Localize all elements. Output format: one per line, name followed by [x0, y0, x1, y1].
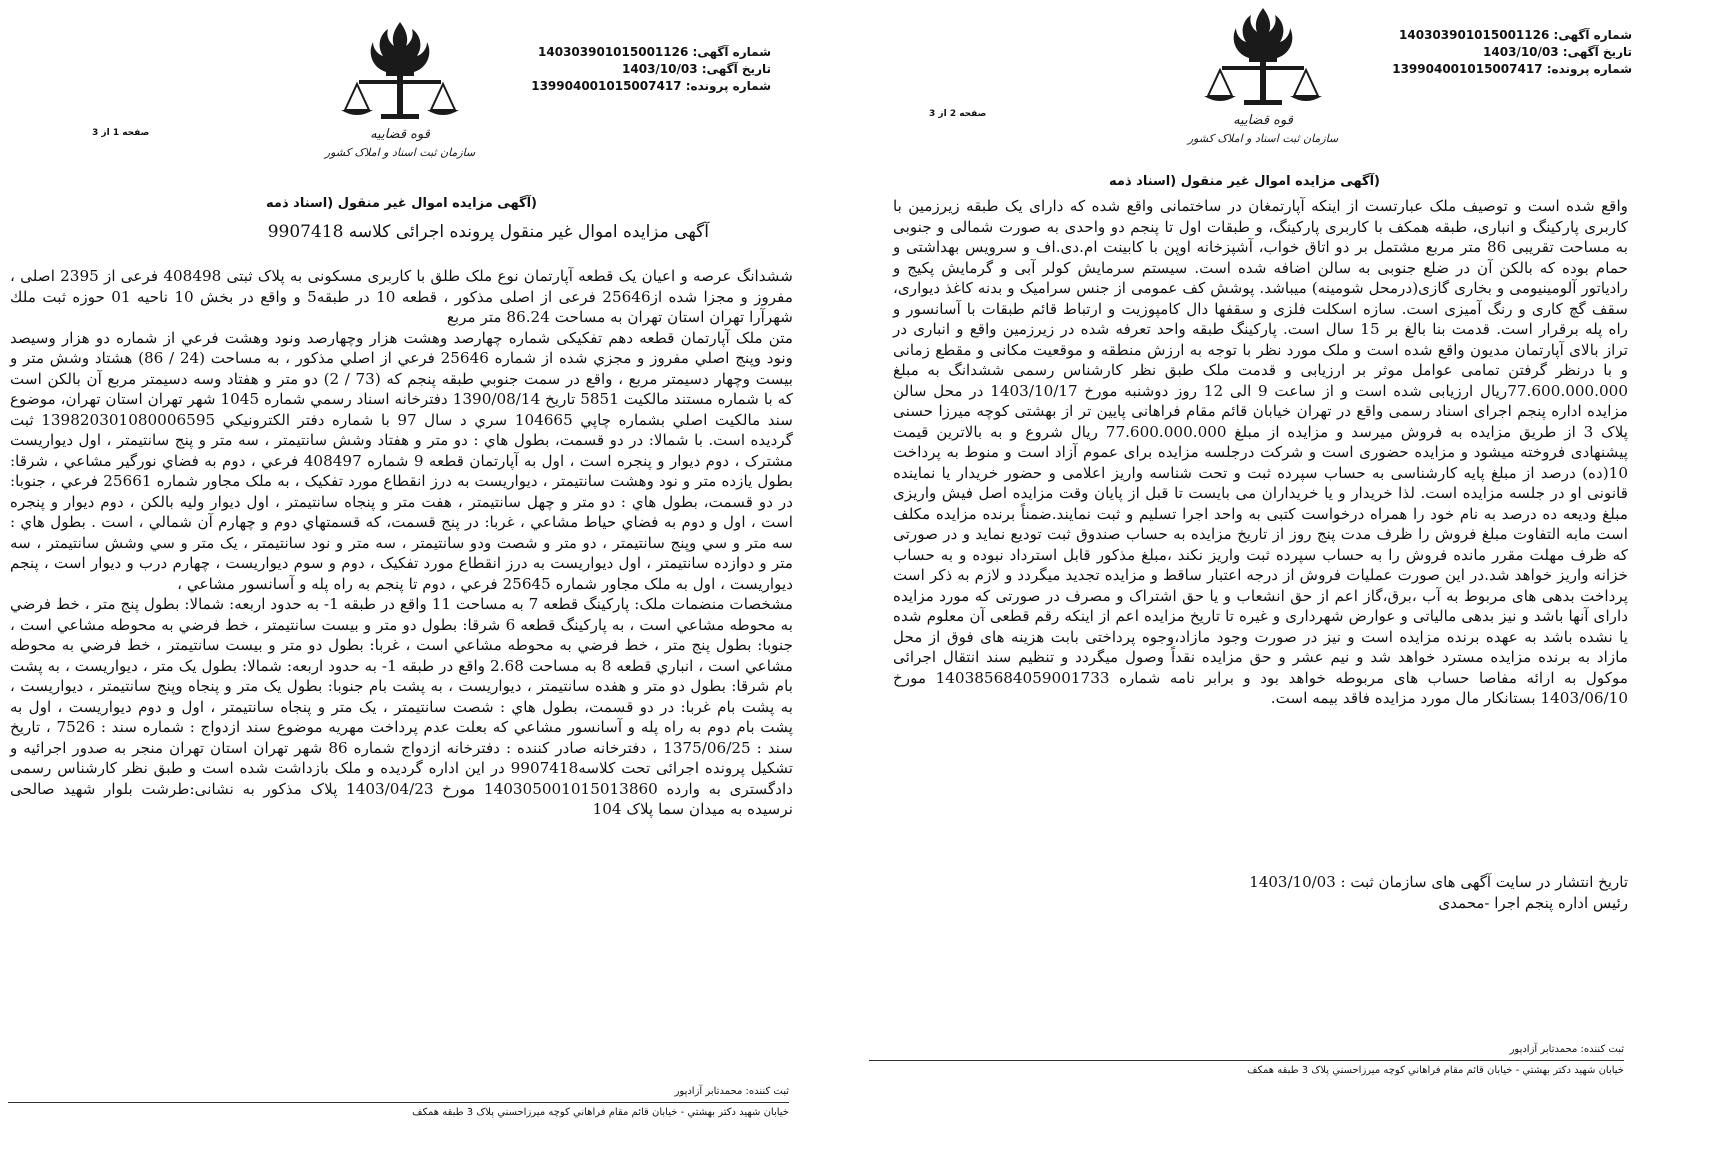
office-chief-line: رئیس اداره پنجم اجرا -محمدی — [1438, 894, 1628, 912]
registrar-name: محمدتابر آزادپور — [674, 1086, 743, 1097]
page-number: صفحه 1 از 3 — [92, 128, 150, 138]
ad-meta — [1392, 27, 1632, 78]
registrar-name: محمدتابر آزادپور — [1509, 1044, 1578, 1055]
paragraph: مشخصات منضمات ملک: پارکينگ قطعه 7 به مساحت 11 واقع در طبقه 1- به حدود اربعه: شمالا: بطول پنج متر ، خط فرضي به محوطه مشاعي است ، به پارکينگ قطعه 6 شرقا: بطول دو متر و بيست سانتيمتر ، خط فرضي به محوطه مشاعي است ، جنوبا: بطول پنج متر ، خط فرضي به محوطه مشاعي است ، غربا: بطول دو متر و بيست سانتيمتر ، خط فرضي به محوطه مشاعي است ، انباري قطعه 8 به مساحت 2.68 واقع در طبقه 1- به حدود اربعه: شمالا: بطول يک متر ، ديواريست ، به پشت بام شرقا: بطول دو متر و هفده سانتيمتر ، ديواريست ، به پشت بام جنوبا: بطول يک متر و پنجاه وپنج سانتيمتر ، ديواريست ، به پشت بام غربا: در دو قسمت، بطول هاي : شصت سانتيمتر ، يک متر و پنجاه سانتيمتر ، اول و دوم ديواريست ، اول به پشت بام دوم به راه پله و آسانسور مشاعي که بعلت عدم پرداخت مهریه موضوع سند ازدواج : شماره سند : 7526 ، تاریخ سند : 1375/06/25 ، دفترخانه صادر کننده : دفترخانه ازدواج شماره 86 شهر تهران استان تهران منجر به صدور اجرائیه و تشکیل پرونده اجرائی تحت کلاسه9907418 در این اداره گردیده و ملک بازداشت شده است و طبق نظر کارشناس رسمی دادگستری به وارده 140305001015013860 مورخ 1403/04/23 پلاک مذکور به نشانی:طرشت بلوار شهید صالحی نرسیده به میدان سما پلاک 104 — [10, 595, 794, 818]
notice-body — [893, 196, 1628, 709]
registrar-label: ثبت کننده: — [745, 1086, 789, 1097]
ad-date-label: تاریخ آگهی: — [701, 62, 771, 76]
registrar-label: ثبت کننده: — [1580, 1044, 1624, 1055]
ad-date: 1403/10/03 — [1483, 45, 1559, 59]
judiciary-emblem-icon — [1187, 0, 1339, 150]
file-number: 139904001015007417 — [1392, 62, 1543, 76]
ad-date-label: تاریخ آگهی: — [1562, 45, 1632, 59]
page-number: صفحه 2 از 3 — [929, 109, 987, 119]
logo-line-1: قوه قضاییه — [1233, 113, 1293, 128]
signature-block — [1249, 872, 1628, 914]
publish-date-line: تاریخ انتشار در سایت آگهی های سازمان ثبت : 1403/10/03 — [1249, 873, 1628, 891]
logo-line-2: سازمان ثبت اسناد و املاک کشور — [324, 146, 476, 159]
judiciary-emblem-icon — [324, 14, 476, 164]
ad-meta — [531, 44, 771, 95]
registrar — [8, 1084, 789, 1099]
paragraph: واقع شده است و توصیف ملک عبارتست از اینکه آپارتمغان در ساختمانی واقع شده که دارای یک طبقه زیرزمین با کاربری پارکینگ و انباری، طبقه همکف با کاربری پارکینگ، و طبقات اول تا پنجم دو واحدی به صورت شمالی و جنوبی به مساحت تقریبی 86 متر مربع مشتمل بر دو اتاق خواب، آشپزخانه اوپن با کابینت ام.دی.اف و سرویس بهداشتی و حمام بوده که بالکن آن در ضلع جنوبی به سالن اضافه شده است. سیستم سرمایش کولر آبی و گرمایش پکیج و رادیاتور آلومینیومی و بخاری گازی(درمحل شومینه) میباشد. پوشش کف عمومی از جنس سرامیک و بدنه کاغذ دیواری، سقف گچ کاری و رنگ آمیزی است. سازه اسکلت فلزی و سقفها دال کامپوزیت و ارتباط قائم طبقات با آسانسور و راه پله برقرار است. قدمت بنا بالغ بر 15 سال است. پارکینگ طبقه واحد تعرفه شده در زیرزمین واقع و انباری در تراز بالای آپارتمان مدیون واقع شده است و ملک مورد نظر با توجه به ارزش منطقه و موقعیت مکانی و مقطع زمانی و با درنظر گرفتن تمامی عوامل موثر بر ارزیابی و قدمت ملک طبق نظر کارشناس رسمی ششدانگ به مبلغ 77.600.000.000ریال ارزیابی شده است و از ساعت 9 الی 12 روز دوشنبه مورخ 1403/10/17 در محل سالن مزایده اداره پنجم اجرای اسناد رسمی واقع در تهران خیابان قائم مقام فراهانی پایین تر از بهشتی کوچه میرزا حسنی پلاک 3 از طریق مزایده به فروش میرسد و مزایده از مبلغ 77.600.000.000 ریال شروع و به بالاترین قیمت پیشنهادی فروخته میشود و مزایده حضوری است و شرکت درجلسه مزایده برای عموم آزاد است و منوط به پرداخت 10(ده) درصد از مبلغ پایه کارشناسی به حساب سپرده ثبت و تحت شناسه واریز اعلامی و حضور خریدار یا نماینده قانونی او در جلسه مزایده است. لذا خریدار و یا خریداران می بایست تا قبل از پایان وقت مزایده اصل فیش واریزی مبلغ ودیعه ده درصد به نام خود را همراه درخواست کتبی به واحد اجرا تسلیم و ثبت نمایند.ضمناً برنده مزایده مکلف است مابه التفاوت مبلغ فروش را ظرف مدت پنج روز از تاریخ مزایده به حساب صندوق ثبت تودیع نماید و در صورتی که ظرف مهلت مقرر مانده فروش را به حساب سپرده ثبت واریز نکند ،مبلغ مذکور قابل استرداد نبوده و به حساب خزانه واریز خواهد شد.در این صورت عملیات فروش از درجه اعتبار ساقط و مزایده تجدید میگردد و لازم به ذکر است پرداخت بدهی های مربوط به آب ،برق،گاز اعم از حق انشعاب و یا حق اشتراک و مصرف در صورتی که مورد مزایده دارای آنها باشد و نیز بدهی مالیاتی و عوارض شهرداری و غیره تا تاریخ مزایده اعم از اینکه رقم قطعی آن معلوم شده یا نشده باشد به عهده برنده مزایده است و نیز در صورت وجود مازاد،وجوه پرداختی بابت هزینه های فوق از محل مازاد به برنده مزایده مسترد خواهد شد و نیم عشر و حق مزایده نقداً وصول میگردد و تنظیم سند انتقال اجرائی موکول به ارائه مفاصا حساب های مربوطه خواهد بود و برابر نامه شماره 140385684059001733 مورخ 1403/06/10 بستانکار مال مورد مزایده فاقد بیمه است. — [893, 197, 1629, 707]
notice-heading: (آگهی مزایده اموال غیر منقول (اسناد ذمه — [266, 196, 537, 211]
page-2 — [859, 0, 1718, 1152]
registrar — [869, 1042, 1624, 1057]
notice-body — [10, 266, 793, 820]
page-footer — [869, 1042, 1624, 1078]
logo-line-1: قوه قضاییه — [370, 127, 430, 142]
notice-heading: (آگهی مزایده اموال غیر منقول (اسناد ذمه — [1109, 174, 1380, 189]
footer-address: خيابان شهيد دکتر بهشتي - خيابان قائم مقام فراهاني کوچه ميرزاحسني پلاک 3 طبقه همكف — [869, 1060, 1624, 1078]
file-number-label: شماره پرونده: — [1546, 62, 1632, 76]
ad-number: 140303901015001126 — [1399, 28, 1550, 42]
ad-number: 140303901015001126 — [538, 45, 689, 59]
footer-address: خيابان شهيد دکتر بهشتي - خيابان قائم مقام فراهاني کوچه ميرزاحسني پلاک 3 طبقه همكف — [8, 1102, 789, 1120]
paragraph: ششدانگ عرصه و اعیان یک قطعه آپارتمان نوع ملک طلق با کاربری مسکونی به پلاک ثبتی 408498 فرعی از 2395 اصلی ، مفروز و مجزا شده از25646 فرعی از اصلی مذکور ، قطعه 10 در طبقه5 و واقع در بخش 10 ناحیه 01 حوزه ثبت ملك شهرآرا تهران استان تهران به مساحت 86.24 متر مربع — [10, 267, 794, 326]
paragraph: متن ملک آپارتمان قطعه دهم تفکیکی شماره چهارصد وهشت هزار وچهارصد ونود وهشت فرعي از شماره دو هزار وسیصد ونود وپنج اصلي مفروز و مجزي شده از شماره 25646 فرعي از اصلي مذکور ، به مساحت (24 / 86) هشتاد وشش متر و بيست وچهار دسيمتر مربع ، واقع در سمت جنوبي طبقه پنجم که (73 / 2) دو متر و هفتاد وسه دسيمتر مربع آن بالکن است که با شماره مستند مالکيت 5851 تاريخ 1390/08/14 دفترخانه اسناد رسمي شماره 1045 شهر تهران استان تهران، موضوع سند مالکیت اصلي بشماره چاپي 104665 سري د سال 97 با شماره دفتر الكترونيكي 139820301080006595 ثبت گرديده است. با شمالا: در دو قسمت، بطول هاي : دو متر و هفتاد وشش سانتيمتر ، سه متر و پنج سانتيمتر ، اول ديواريست مشترک ، دوم ديوار و پنجره است ، اول به آپارتمان قطعه 9 شماره 408497 فرعي ، دوم به فضاي نورگير مشاعي ، شرقا: بطول يازده متر و نود وهشت سانتيمتر ، ديواريست به درز انقطاع مورد تفکيک ، به ملک مجاور شماره 25661 فرعي ، جنوبا: در دو قسمت، بطول هاي : دو متر و چهل سانتيمتر ، هفت متر و پنجاه سانتيمتر ، اول ديوار وليه بالکن ، دوم ديوار و پنجره است ، اول و دوم به فضاي حياط مشاعي ، غربا: در پنج قسمت، که قسمتهاي دوم و چهارم آن شمالي ، است . بطول هاي : سه متر و سي وپنج سانتيمتر ، دو متر و شصت ودو سانتيمتر ، سه متر و نود سانتيمتر ، يک متر و سي وشش سانتيمتر ، سه متر و دوازده سانتيمتر ، اول ديواريست به درز انقطاع مورد تفکيک ، دوم و سوم ديواريست ، چهارم درب و ديوار است ، پنجم ديواريست ، اول به ملک مجاور شماره 25645 فرعي ، دوم تا پنجم به راه پله و آسانسور مشاعي ، — [10, 328, 794, 593]
file-number: 139904001015007417 — [531, 79, 682, 93]
file-number-label: شماره پرونده: — [685, 79, 771, 93]
notice-subheading: آگهی مزایده اموال غیر منقول پرونده اجرائی کلاسه 9907418 — [267, 222, 709, 242]
page-footer — [8, 1084, 789, 1120]
logo-line-2: سازمان ثبت اسناد و املاک کشور — [1187, 132, 1339, 145]
ad-number-label: شماره آگهی: — [692, 45, 771, 59]
ad-number-label: شماره آگهی: — [1553, 28, 1632, 42]
ad-date: 1403/10/03 — [622, 62, 698, 76]
